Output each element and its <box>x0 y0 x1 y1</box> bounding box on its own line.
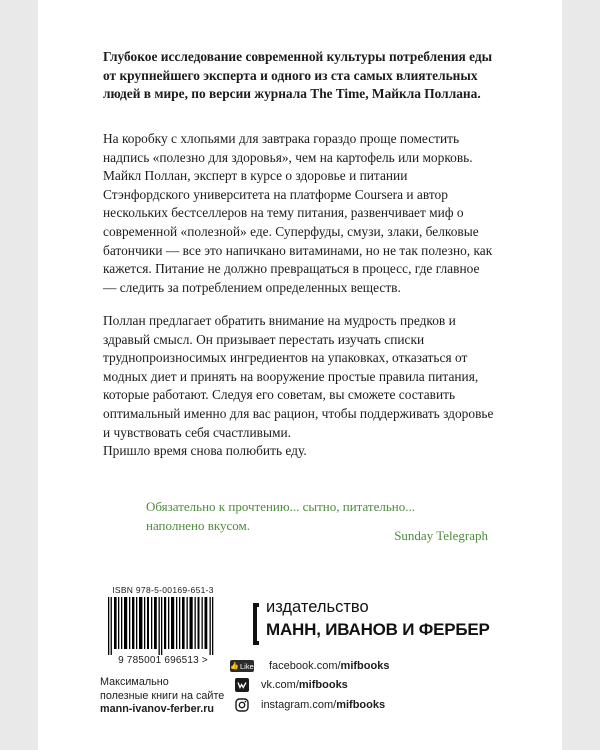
publisher-site-link[interactable]: mann-ivanov-ferber.ru <box>100 703 214 715</box>
barcode-block <box>100 585 226 669</box>
instagram-prefix: instagram.com/ <box>261 699 337 711</box>
description-paragraph-2: Поллан предлагает обратить внимание на мудрость предков и здравый смысл. Он призывает перестать изучать списки труднопроизносимых ингредиентов на упаковках, отказаться от модных диет и принять на вооружение простые правила питания, которые работают. Следуя его советам, вы сможете составить оптимальный именно для вас рацион, чтобы поддерживать здоровье и чувствовать себя счастливыми. <box>103 313 494 440</box>
barcode-digits: 9 785001 696513 > <box>118 655 208 666</box>
publisher-tagline <box>100 676 240 717</box>
page-edge-left <box>0 0 38 750</box>
barcode-icon <box>100 597 226 655</box>
vk-prefix: vk.com/ <box>261 679 299 691</box>
isbn-number: ISBN 978-5-00169-651-3 <box>112 585 214 595</box>
review-quote-source: Sunday Telegraph <box>394 528 488 543</box>
social-instagram[interactable] <box>232 698 385 712</box>
instagram-handle: mifbooks <box>336 699 386 711</box>
tagline-line-2: полезные книги на сайте <box>100 689 225 702</box>
social-facebook[interactable] <box>232 659 389 673</box>
vk-icon <box>232 678 252 692</box>
vk-handle: mifbooks <box>298 679 348 691</box>
instagram-icon <box>232 698 252 712</box>
publisher-name: МАНН, ИВАНОВ И ФЕРБЕР <box>266 620 490 639</box>
description-paragraph-1: На коробку с хлопьями для завтрака гораздо проще поместить надпись «полезно для здоровья», чем на картофель или морковь. Майкл Поллан, эксперт в курсе о здоровье и питании Стэнфордского университета на платформе Coursera и автор нескольких бестселлеров на тему питания, развенчивает миф о современной «полезной» еде. Суперфуды, смузи, злаки, белковые батончики — все это напичкано витаминами, но не так полезно, как кажется. Питание не должно превращаться в процесс, где главное — следить за потреблением определенных веществ. <box>103 131 493 295</box>
publisher-logo-bracket <box>253 603 259 645</box>
facebook-like-icon: 👍 Like <box>230 661 254 671</box>
facebook-prefix: facebook.com/ <box>269 660 341 672</box>
description-paragraph-3: Пришло время снова полюбить еду. <box>103 443 307 458</box>
facebook-handle: mifbooks <box>340 660 390 672</box>
like-badge-label: Like <box>239 661 254 671</box>
tagline-line-1: Максимально <box>100 676 169 688</box>
publisher-label: издательство <box>266 598 369 616</box>
lead-paragraph: Глубокое исследование современной культуры потребления еды от крупнейшего эксперта и одного из ста самых влиятельных людей в мире, по версии журнала The Time, Майкла Поллана. <box>103 49 493 102</box>
social-vk[interactable] <box>232 678 348 692</box>
page-edge-right <box>562 0 600 750</box>
review-quote: Обязательно к прочтению... сытно, питательно... наполнено вкусом. <box>146 499 416 533</box>
